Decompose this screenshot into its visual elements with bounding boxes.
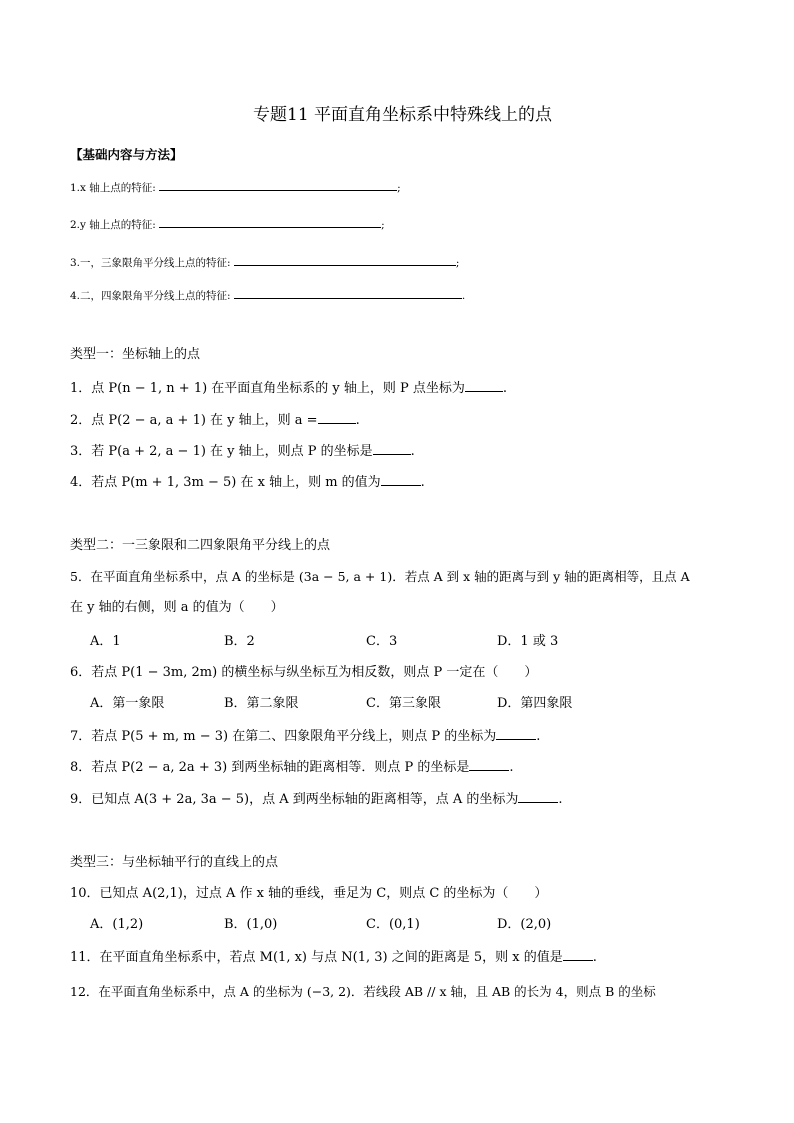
q6-option-d: D．第四象限	[497, 696, 573, 711]
basics-item-2-end: ;	[381, 219, 385, 231]
question-1-text: 1．点 P(n − 1, n + 1) 在平面直角坐标系的 y 轴上，则 P 点坐标为	[70, 381, 465, 396]
answer-blank	[318, 411, 356, 424]
question-8-end: .	[509, 760, 514, 775]
question-5-line-2: 在 y 轴的右侧，则 a 的值为（ ）	[70, 600, 284, 615]
q10-option-b: B．(1,0)	[224, 917, 278, 932]
question-8	[70, 758, 513, 776]
q6-option-c: C．第三象限	[366, 696, 441, 711]
question-10: 10．已知点 A(2,1)，过点 A 作 x 轴的垂线，垂足为 C，则点 C 的坐标为（ ）	[70, 886, 548, 901]
answer-blank	[563, 948, 593, 961]
basics-item-3	[70, 253, 459, 271]
question-9-end: .	[558, 792, 563, 807]
question-8-text: 8．若点 P(2 − a, 2a + 3) 到两坐标轴的距离相等．则点 P 的坐标是	[70, 760, 470, 775]
question-2-text: 2．点 P(2 − a, a + 1) 在 y 轴上，则 a =	[70, 413, 318, 428]
answer-blank	[469, 758, 509, 771]
section-heading-1: 类型一：坐标轴上的点	[70, 347, 201, 362]
answer-blank	[234, 253, 456, 266]
question-7-text: 7．若点 P(5 + m, m − 3) 在第二、四象限角平分线上，则点 P 的坐标为	[70, 729, 497, 744]
question-12-line-1: 12．在平面直角坐标系中，点 A 的坐标为 (−3, 2)．若线段 AB // x 轴，且 AB 的长为 4，则点 B 的坐标	[70, 984, 656, 999]
q5-option-a: A．1	[90, 634, 121, 649]
basics-item-1-text: 1.x 轴上点的特征:	[70, 182, 156, 194]
question-3-end: .	[410, 444, 415, 459]
basics-item-1	[70, 178, 401, 196]
question-4-text: 4．若点 P(m + 1, 3m − 5) 在 x 轴上，则 m 的值为	[70, 475, 381, 490]
answer-blank	[373, 442, 411, 455]
basics-item-4	[70, 286, 465, 304]
basics-item-2-text: 2.y 轴上点的特征:	[70, 219, 156, 231]
question-11-end: .	[592, 950, 597, 965]
answer-blank	[159, 215, 381, 228]
question-9	[70, 790, 563, 808]
basics-item-4-end: .	[461, 290, 466, 302]
basics-item-2	[70, 215, 385, 233]
question-2	[70, 411, 360, 429]
question-11-text: 11．在平面直角坐标系中，若点 M(1, x) 与点 N(1, 3) 之间的距离是 5，则 x 的值是	[70, 950, 563, 965]
basics-item-1-end: ;	[397, 182, 401, 194]
question-3	[70, 442, 415, 460]
question-1-end: .	[502, 381, 508, 396]
answer-blank	[518, 790, 558, 803]
basics-item-4-text: 4.二，四象限角平分线上点的特征:	[70, 290, 231, 302]
answer-blank	[381, 473, 421, 486]
basics-item-3-end: ;	[455, 257, 460, 269]
q6-option-b: B．第二象限	[224, 696, 299, 711]
q5-option-d: D．1 或 3	[497, 634, 559, 649]
q10-option-a: A．(1,2)	[90, 917, 144, 932]
question-4-end: .	[420, 475, 425, 490]
basics-item-3-text: 3.一，三象限角平分线上点的特征:	[70, 257, 231, 269]
question-2-end: .	[355, 413, 360, 428]
q5-option-b: B．2	[224, 634, 255, 649]
question-1	[70, 379, 507, 397]
question-6: 6．若点 P(1 − 3m, 2m) 的横坐标与纵坐标互为相反数，则点 P 一定在（ ）	[70, 665, 538, 680]
answer-blank	[496, 727, 536, 740]
question-3-text: 3．若 P(a + 2, a − 1) 在 y 轴上，则点 P 的坐标是	[70, 444, 373, 459]
question-7-end: .	[536, 729, 541, 744]
question-4	[70, 473, 425, 491]
question-5-line-1: 5．在平面直角坐标系中，点 A 的坐标是 (3a − 5, a + 1)．若点 A 到 x 轴的距离与到 y 轴的距离相等，且点 A	[70, 569, 690, 584]
q10-option-d: D．(2,0)	[497, 917, 552, 932]
section-heading-3: 类型三：与坐标轴平行的直线上的点	[70, 855, 279, 870]
section-heading-2: 类型二：一三象限和二四象限角平分线上的点	[70, 538, 331, 553]
answer-blank	[159, 178, 397, 191]
question-7	[70, 727, 540, 745]
basics-heading: 【基础内容与方法】	[70, 147, 183, 162]
answer-blank	[465, 379, 503, 392]
q10-option-c: C．(0,1)	[366, 917, 420, 932]
q6-option-a: A．第一象限	[90, 696, 165, 711]
question-11	[70, 948, 597, 966]
answer-blank	[234, 286, 462, 299]
q5-option-c: C．3	[366, 634, 398, 649]
question-9-text: 9．已知点 A(3 + 2a, 3a − 5)，点 A 到两坐标轴的距离相等，点 A 的坐标为	[70, 792, 519, 807]
page-title: 专题11 平面直角坐标系中特殊线上的点	[253, 105, 553, 125]
